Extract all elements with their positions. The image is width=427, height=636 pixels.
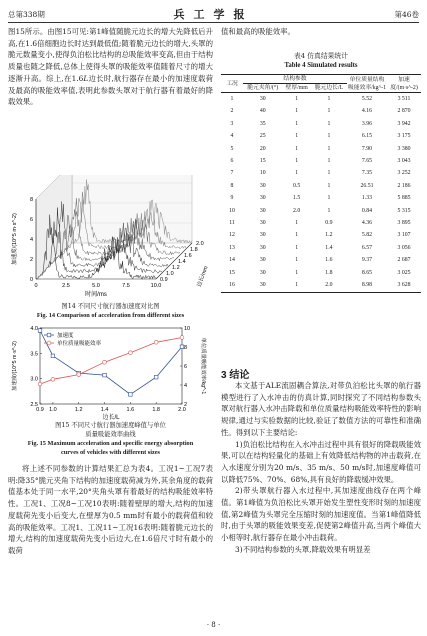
table-cell: 3 175 xyxy=(397,133,411,140)
page-number: · 8 · xyxy=(206,621,221,629)
table-cell: 10 xyxy=(229,207,235,214)
table4 xyxy=(221,74,421,293)
table-cell: 3 025 xyxy=(397,269,411,276)
table-cell: 1 xyxy=(230,96,234,102)
table-cell: 3 628 xyxy=(397,282,411,289)
fig15-x-tick: 2.0 xyxy=(178,407,186,413)
table-row xyxy=(221,180,421,192)
table-row xyxy=(221,105,421,117)
fig15-legend-marker xyxy=(47,341,51,345)
fig14-y-tick: 8 xyxy=(29,197,33,203)
fig14-x-label: 时间/ms xyxy=(85,292,107,298)
fig15-point-circle xyxy=(38,382,42,386)
table-row xyxy=(221,242,421,254)
col-header-edge: 脆元边长/L xyxy=(314,85,344,91)
results-paragraph: 将上述不同参数的计算结果汇总为表4。工况1~工况7表明:降35°脆元夹角下结构的加速度载荷减为外,其余角度的载荷值基本处于同一水平,20°夹角头罩有着最好的结构吸能效率特性。工况1、工况8~工况10表明:随着壁厚的增大,结构的加速度载荷先变小后变大,在壁厚为0.5 mm时有最小的载荷值和较高的吸能效率。工况1、工况11~工况16表明:随着脆元边长的增大,结构的加速度载荷先变小后边大,在1.6倍尺寸时有最小的载荷 xyxy=(8,464,213,555)
fig14-x-tick: 10.0 xyxy=(150,283,162,289)
fig14-z-tick: 1.6 xyxy=(184,253,192,259)
table-cell: 1 xyxy=(295,120,299,127)
italic-symbol: L xyxy=(83,73,89,83)
fig15-x-label: 边长/L xyxy=(102,415,120,421)
table-cell: 3 043 xyxy=(397,158,411,165)
table-row xyxy=(221,192,421,204)
fig15-x-tick: 1.8 xyxy=(152,407,161,413)
paragraph-text-tail: 边长时,航行器存在最小的加速度载荷及最高的吸能效率值,表明此参数头罩对于航行器有着最好的降载效果。 xyxy=(8,73,213,107)
table-cell: 5.82 xyxy=(361,232,373,239)
right-bottom-text xyxy=(221,380,421,556)
col-header-acc: 加速度/(m·s^-2) xyxy=(390,76,418,91)
table-cell: 0.84 xyxy=(361,207,373,214)
left-top-text xyxy=(8,26,213,108)
table-cell: 3 942 xyxy=(397,120,411,127)
table-row xyxy=(221,130,421,142)
table-cell: 4.36 xyxy=(361,220,373,227)
col-header-thick: 壁厚/mm xyxy=(285,85,308,91)
table-cell: 1.8 xyxy=(325,269,333,276)
table-cell: 9.37 xyxy=(361,257,373,264)
table-cell: 30 xyxy=(259,282,266,289)
fig15-caption-cn2: 质量吸能效率曲线 xyxy=(85,431,136,438)
fig15-point-square xyxy=(180,345,184,349)
fig14-z-tick: 1.2 xyxy=(172,265,180,271)
fig14-x-tick: 0 xyxy=(34,283,38,289)
table-cell: 30 xyxy=(259,195,266,202)
fig15-plot-frame xyxy=(40,328,182,404)
fig15-yr-tick: 6 xyxy=(184,364,188,370)
table-cell: 1 xyxy=(327,207,331,214)
table-cell: 4.16 xyxy=(361,108,373,115)
fig15-yr-label: 单位质量吸能效率/kg^-1 xyxy=(200,337,206,395)
fig14-z-label: 边长/mm xyxy=(196,265,210,288)
table-row xyxy=(221,267,421,279)
journal-title: 兵工学报 xyxy=(173,8,254,21)
table-cell: 15 xyxy=(259,158,266,165)
issue-number: 总第338期 xyxy=(8,10,45,19)
table4-title-cn: 表4 仿真结果统计 xyxy=(293,52,349,60)
conclusion-intro: 本文基于ALE流固耦合算法,对带负泊松比头罩的航行器模型进行了入水冲击的仿真计算,同时探究了不同结构参数头罩对航行器入水冲击降载和单位质量结构吸能效率特性的影响规律,通过与实验数据的比较,验证了数值方法的可靠性和准确性。得到以下主要结论: xyxy=(221,381,421,437)
fig15-yr-tick: 10 xyxy=(184,326,191,332)
table-cell: 7 xyxy=(230,170,234,177)
table-cell: 1 xyxy=(327,96,331,102)
table-cell: 1 xyxy=(295,232,299,239)
fig14-caption xyxy=(8,302,213,320)
table-cell: 1 xyxy=(327,133,331,140)
fig15-caption-cn1: 图15 不同尺寸航行器加速度峰值与单位 xyxy=(55,422,166,429)
fig15-yr-tick: 4 xyxy=(184,383,188,389)
table-cell: 30 xyxy=(259,269,266,276)
table-cell: 30 xyxy=(259,182,266,189)
table-cell: 5 885 xyxy=(397,195,411,202)
fig15-point-circle xyxy=(103,360,107,364)
fig15-yl-tick: 3.5 xyxy=(30,351,38,358)
fig14-z-tick: 1.8 xyxy=(190,247,198,253)
table-cell: 3 056 xyxy=(397,244,411,251)
col-header-params: 结构参数 xyxy=(243,75,347,84)
table-row xyxy=(221,229,421,241)
fig14-y-label: 加速度/(10^5 m·s^-2) xyxy=(12,213,18,265)
table-cell: 1.2 xyxy=(325,232,333,239)
fig15-x-tick: 1.2 xyxy=(74,407,83,413)
table-cell: 40 xyxy=(259,108,266,115)
table-cell: 6.57 xyxy=(361,244,373,251)
fig14-y-tick: 0 xyxy=(29,277,33,283)
table-row xyxy=(221,167,421,179)
table-row xyxy=(221,155,421,167)
table-cell: 8.98 xyxy=(361,282,373,289)
table-cell: 5 315 xyxy=(397,207,411,214)
table-cell: 10 xyxy=(259,170,266,177)
table-cell: 2 186 xyxy=(397,182,411,189)
running-header xyxy=(8,6,419,22)
table-cell: 11 xyxy=(229,220,235,227)
table-row xyxy=(221,118,421,130)
table-cell: 1 xyxy=(295,96,299,102)
table-cell: 30 xyxy=(259,257,266,264)
table-cell: 3 252 xyxy=(397,170,411,177)
fig15-caption xyxy=(8,421,213,457)
fig14-z-tick: 1.4 xyxy=(178,259,186,265)
table-cell: 1 xyxy=(327,145,331,152)
table-cell: 1 xyxy=(295,220,299,227)
fig15-point-circle xyxy=(77,373,81,377)
table4-caption xyxy=(221,52,421,70)
fig15-point-square xyxy=(129,393,133,397)
table-cell: 1 xyxy=(327,120,331,127)
table-cell: 3 xyxy=(230,120,234,127)
table-cell: 20 xyxy=(259,145,266,152)
table-cell: 30 xyxy=(259,244,266,251)
table-cell: 1 xyxy=(327,182,331,189)
table-cell: 1 xyxy=(295,170,299,177)
paragraph-continuation: 值和最高的吸能效率。 xyxy=(221,27,295,36)
table-cell: 1 xyxy=(327,158,331,165)
table-cell: 30 xyxy=(259,207,266,214)
table-row xyxy=(221,279,421,292)
table-cell: 1 xyxy=(295,244,299,251)
fig15-legend-label: 单位质量吸能效率 xyxy=(57,341,102,347)
table-cell: 25 xyxy=(259,133,266,140)
fig14-y-tick: 4 xyxy=(29,237,33,243)
table-cell: 5.52 xyxy=(361,96,373,102)
table-cell: 3 107 xyxy=(397,232,411,239)
table-cell: 6 xyxy=(230,158,234,165)
table-cell: 3 511 xyxy=(397,96,411,102)
table-cell: 2.0 xyxy=(293,207,301,214)
table-cell: 7.65 xyxy=(361,158,373,165)
table-cell: 15 xyxy=(229,269,235,276)
fig14-plot xyxy=(6,175,216,302)
fig15-yl-tick: 4.0 xyxy=(30,326,38,332)
fig14-z-axis xyxy=(156,243,192,279)
fig15-x-tick: 0.9 xyxy=(36,407,44,413)
table-cell: 8.65 xyxy=(361,269,373,276)
table-cell: 1 xyxy=(295,158,299,165)
table-cell: 1 xyxy=(327,195,331,202)
fig14-z-tick: 2.0 xyxy=(196,241,204,247)
fig15-legend-marker xyxy=(47,333,51,337)
table-cell: 8 xyxy=(230,182,234,189)
col-header-angle: 脆元夹角/(°) xyxy=(247,85,279,91)
table-cell: 3 895 xyxy=(397,220,411,227)
table-cell: 2 xyxy=(230,108,234,115)
fig15-caption-en2: curves of vehicles with different sizes xyxy=(60,449,161,456)
table-cell: 9 xyxy=(230,195,234,202)
table-cell: 6.15 xyxy=(361,133,373,140)
volume-number: 第46卷 xyxy=(394,10,419,19)
fig15-x-tick: 1.0 xyxy=(49,407,57,413)
fig14-y-tick: 2 xyxy=(29,257,33,263)
table-cell: 1 xyxy=(295,133,299,140)
table-cell: 7.90 xyxy=(361,145,373,152)
table-cell: 1 xyxy=(295,108,299,115)
fig15-chart xyxy=(6,322,216,422)
fig14-back-wall xyxy=(72,175,192,243)
fig15-x-tick: 1.6 xyxy=(126,407,135,413)
table-cell: 1.4 xyxy=(325,244,333,251)
fig14-z-tick: 0.9 xyxy=(160,277,168,283)
table-cell: 1.33 xyxy=(361,195,373,202)
header-rule xyxy=(8,22,419,23)
fig14-z-tick: 1.0 xyxy=(166,271,174,277)
fig15-yr-tick: 2 xyxy=(184,402,188,408)
left-bottom-text xyxy=(8,463,213,557)
conclusion-item-3: 3)不同结构参数的头罩,降载效果有明显差 xyxy=(235,544,371,554)
fig14-x-tick: 2.5 xyxy=(62,283,70,289)
table-cell: 14 xyxy=(229,257,235,264)
col-header-eff: 单位质量结构吸能效率/kg^-1 xyxy=(347,76,387,91)
fig14-y-tick: 6 xyxy=(29,217,33,223)
table-cell: 26.51 xyxy=(360,182,374,189)
table4-title-en: Table 4 Simulated results xyxy=(284,62,358,69)
table-cell: 30 xyxy=(259,232,266,239)
fig15-x-tick: 1.4 xyxy=(100,407,109,413)
table-cell: 1.5 xyxy=(293,195,301,202)
fig15-legend-label: 加速度 xyxy=(57,333,74,339)
table-cell: 30 xyxy=(259,220,266,227)
table-cell: 7.35 xyxy=(361,170,373,177)
table-row xyxy=(221,205,421,217)
fig15-point-square xyxy=(154,375,158,379)
conclusion-item-1: 1)负泊松比结构在入水冲击过程中具有很好的降载吸能效果,可以在结构轻量化的基础上有效降低结构物的冲击载荷,在入水速度分别为20 m/s、35 m/s、50 m/s时,加速度峰值可以降低75%、70%、68%,具有良好的降载缓冲效果。 xyxy=(221,439,421,484)
fig15-yl-tick: 2.5 xyxy=(30,402,38,408)
section-heading: 3 结论 xyxy=(221,370,250,381)
table-row xyxy=(221,93,421,106)
col-header-case: 工况 xyxy=(226,80,238,87)
fig15-point-square xyxy=(51,354,55,358)
table-cell: 1 xyxy=(295,282,299,289)
fig15-point-square xyxy=(103,373,107,377)
fig15-point-square xyxy=(38,329,42,333)
fig14-caption-cn: 图14 不同尺寸航行器加速度对比图 xyxy=(61,303,160,310)
table-cell: 1.6 xyxy=(325,257,333,264)
fig15-point-circle xyxy=(180,336,184,340)
fig15-yl-tick: 3.0 xyxy=(30,376,38,383)
table-row xyxy=(221,254,421,266)
table-cell: 13 xyxy=(229,244,235,251)
table-row xyxy=(221,143,421,155)
table-cell: 2.0 xyxy=(325,282,333,289)
paragraph-text: 图15所示。由图15可见:第1峰值随脆元边长的增大先降低后升高,在1.6倍细胞边长时达到最低值;随着脆元边长的增大,头罩的脆元数量变小,使得负泊松比结构的总吸能效率变高,但由于结构质量也随之降低,总体上使得头罩的吸能效率值随着尺寸的增大逐渐升高。综上,在1.6 xyxy=(8,27,213,83)
table-cell: 16 xyxy=(229,282,235,289)
table-cell: 2 687 xyxy=(397,257,411,264)
fig15-point-circle xyxy=(154,340,158,344)
table-cell: 1 xyxy=(295,269,299,276)
table-cell: 1 xyxy=(295,257,299,264)
table-cell: 1 xyxy=(327,170,331,177)
table-cell: 1 xyxy=(295,145,299,152)
table-row xyxy=(221,217,421,229)
table-cell: 5 xyxy=(230,145,234,152)
table-cell: 2 870 xyxy=(397,108,411,115)
fig15-point-circle xyxy=(51,377,55,381)
table-cell: 30 xyxy=(259,96,266,102)
fig14-caption-en: Fig. 14 Comparison of acceleration from different sizes xyxy=(36,312,185,319)
right-top-text xyxy=(221,26,421,38)
table-cell: 3.96 xyxy=(361,120,373,127)
fig15-yr-tick: 8 xyxy=(184,345,188,351)
table-cell: 3 380 xyxy=(397,145,411,152)
conclusion-item-2: 2)带头罩航行器入水过程中,其加速度曲线存在两个峰值。第1峰值为负泊松比头罩开始发生塑性变形时刻的加速度值,第2峰值为头罩完全压缩时刻的加速度值。当第1峰值降低时,由于头罩的吸能效果变差,促使第2峰值升高,当两个峰值大小相等时,航行器存在最小冲击载荷。 xyxy=(221,486,421,543)
fig14-x-tick: 5.0 xyxy=(92,283,100,289)
fig15-caption-en1: Fig. 15 Maximum acceleration and specific energy absorption xyxy=(27,440,194,447)
table-cell: 4 xyxy=(230,133,234,140)
fig15-point-circle xyxy=(128,351,132,355)
table-cell: 12 xyxy=(229,232,235,239)
table-cell: 35 xyxy=(259,120,266,127)
fig14-x-tick: 7.5 xyxy=(122,283,130,289)
table-cell: 0.9 xyxy=(325,220,333,227)
fig15-yl-label: 加速度/(10^5 m·s^-2) xyxy=(12,341,18,391)
table-cell: 1 xyxy=(327,108,331,115)
table-cell: 0.5 xyxy=(293,182,301,189)
